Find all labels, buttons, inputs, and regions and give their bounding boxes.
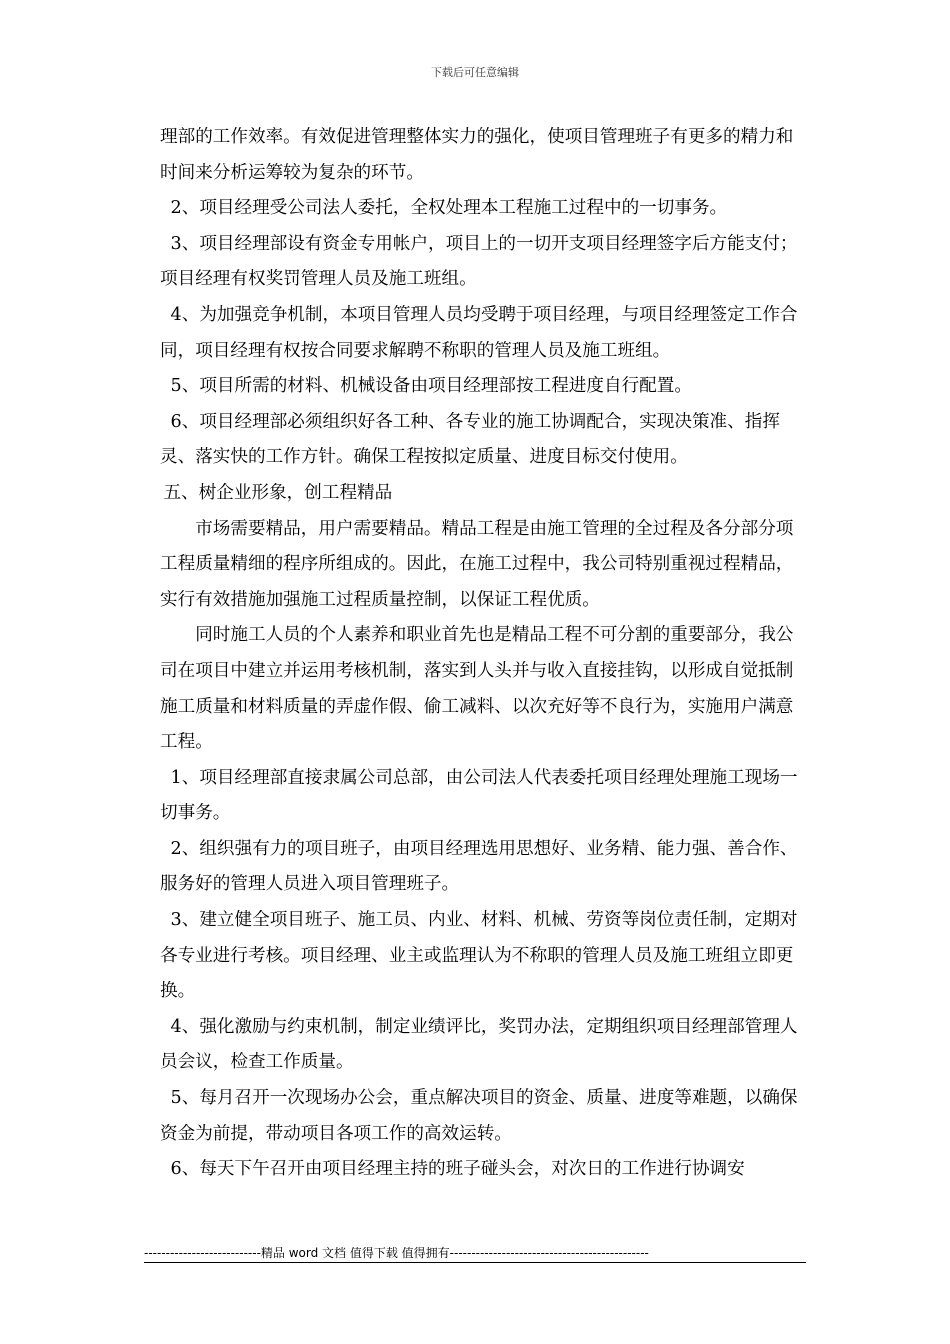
paragraph-1: 理部的工作效率。有效促进管理整体实力的强化，使项目管理班子有更多的精力和时间来分析运筹较为复杂的环节。 xyxy=(160,127,794,183)
paragraph-2: 2、项目经理受公司法人委托，全权处理本工程施工过程中的一切事务。 xyxy=(170,198,728,219)
paragraph-6: 6、项目经理部必须组织好各工种、各专业的施工协调配合，实现决策准、指挥灵、落实快的工作方针。确保工程按拟定质量、进度目标交付使用。 xyxy=(160,411,780,468)
paragraph-13: 4、强化激励与约束机制，制定业绩评比，奖罚办法，定期组织项目经理部管理人员会议，检查工作质量。 xyxy=(160,1016,798,1073)
paragraph-11: 2、组织强有力的项目班子，由项目经理选用思想好、业务精、能力强、善合作、服务好的管理人员进入项目管理班子。 xyxy=(160,838,798,895)
paragraph-12: 3、建立健全项目班子、施工员、内业、材料、机械、劳资等岗位责任制，定期对各专业进行考核。项目经理、业主或监理认为不称职的管理人员及施工班组立即更换。 xyxy=(160,910,798,1002)
page-header: 下载后可任意编辑 xyxy=(431,66,519,79)
paragraph-10: 1、项目经理部直接隶属公司总部，由公司法人代表委托项目经理处理施工现场一切事务。 xyxy=(160,767,798,824)
paragraph-5: 5、项目所需的材料、机械设备由项目经理部按工程进度自行配置。 xyxy=(170,376,692,397)
paragraph-9: 同时施工人员的个人素养和职业首先也是精品工程不可分割的重要部分，我公司在项目中建立并运用考核机制，落实到人头并与收入直接挂钩，以形成自觉抵制施工质量和材料质量的弄虚作假、偷工减料、以次充好等不良行为，实施用户满意工程。 xyxy=(160,625,794,753)
paragraph-4: 4、为加强竞争机制，本项目管理人员均受聘于项目经理，与项目经理签定工作合同，项目经理有权按合同要求解聘不称职的管理人员及施工班组。 xyxy=(160,304,798,361)
footer-divider xyxy=(144,1262,806,1263)
paragraph-3: 3、项目经理部设有资金专用帐户，项目上的一切开支项目经理签字后方能支付；项目经理有权奖罚管理人员及施工班组。 xyxy=(160,233,798,290)
document-body xyxy=(160,120,800,1188)
section-heading: 五、树企业形象，创工程精品 xyxy=(163,482,393,503)
paragraph-15: 6、每天下午召开由项目经理主持的班子碰头会，对次日的工作进行协调安 xyxy=(170,1159,745,1180)
paragraph-8: 市场需要精品，用户需要精品。精品工程是由施工管理的全过程及各分部分项工程质量精细的程序所组成的。因此，在施工过程中，我公司特别重视过程精品，实行有效措施加强施工过程质量控制，以保证工程优质。 xyxy=(160,518,794,610)
paragraph-14: 5、每月召开一次现场办公会，重点解决项目的资金、质量、进度等难题，以确保资金为前提，带动项目各项工作的高效运转。 xyxy=(160,1088,798,1144)
page-footer: ---------------------------精品 word 文档 值得下载 值得拥有---------------------------------------------- xyxy=(144,1246,649,1260)
